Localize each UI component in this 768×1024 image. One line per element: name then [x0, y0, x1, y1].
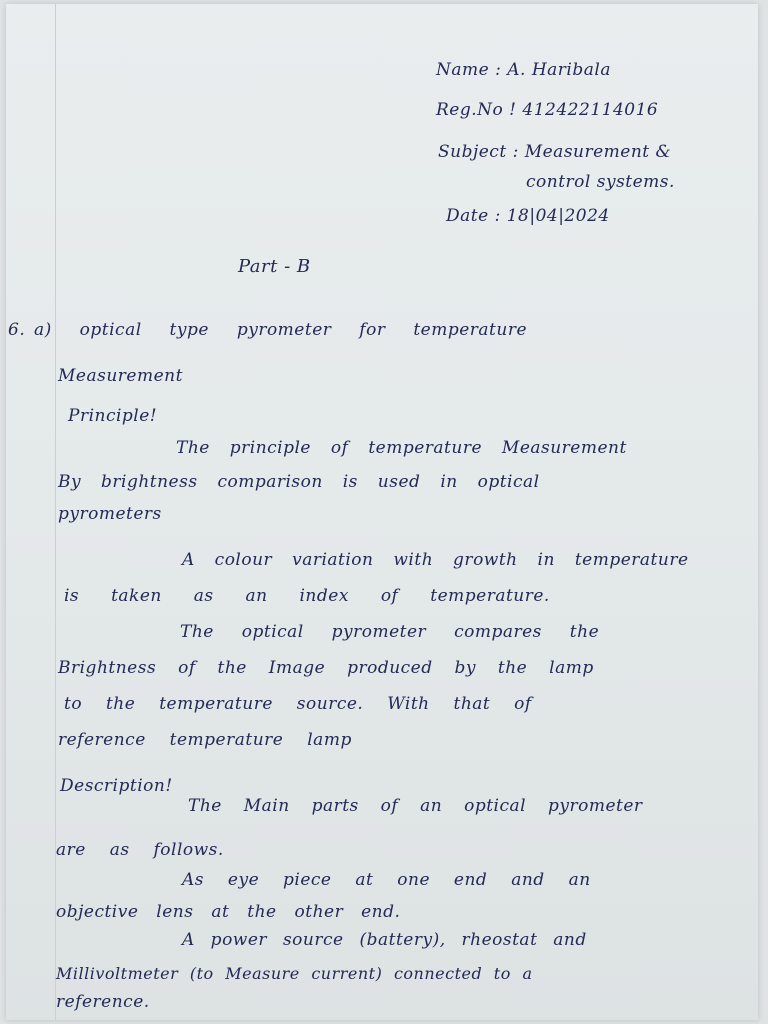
- principle-line: pyrometers: [58, 504, 162, 524]
- date-line: Date : 18|04|2024: [446, 206, 610, 226]
- reg-label: Reg.No: [436, 100, 504, 120]
- principle-line: Brightness of the Image produced by the lamp: [58, 658, 594, 678]
- description-line: objective lens at the other end.: [56, 902, 401, 922]
- reg-line: Reg.No ! 412422114016: [436, 100, 659, 120]
- subject-value-1: Measurement &: [524, 142, 672, 162]
- principle-line: The optical pyrometer compares the: [180, 622, 600, 642]
- description-line: As eye piece at one end and an: [182, 870, 591, 890]
- subject-line: Subject : Measurement &: [438, 142, 672, 162]
- name-label: Name: [436, 60, 490, 80]
- date-label: Date: [446, 206, 489, 226]
- principle-line: The principle of temperature Measurement: [176, 438, 627, 458]
- date-value: 18|04|2024: [506, 206, 610, 226]
- description-heading: Description!: [60, 776, 173, 796]
- principle-line: By brightness comparison is used in optical: [58, 472, 540, 492]
- principle-line: to the temperature source. With that of: [64, 694, 532, 714]
- part-title: Part - B: [238, 256, 311, 277]
- principle-heading: Principle!: [68, 406, 158, 426]
- principle-line: is taken as an index of temperature.: [64, 586, 550, 606]
- question-line-2: Measurement: [58, 366, 183, 386]
- question-number: 6.: [8, 320, 26, 340]
- description-line: Millivoltmeter (to Measure current) connected to a: [56, 964, 533, 983]
- description-line: The Main parts of an optical pyrometer: [188, 796, 643, 816]
- name-line: Name : A. Haribala: [436, 60, 611, 80]
- principle-line: reference temperature lamp: [58, 730, 352, 750]
- description-line: A power source (battery), rheostat and: [182, 930, 587, 950]
- principle-line: A colour variation with growth in temperature: [182, 550, 689, 570]
- description-line: are as follows.: [56, 840, 224, 860]
- description-line: reference.: [56, 992, 150, 1012]
- notebook-page: [6, 4, 758, 1020]
- reg-value: 412422114016: [522, 100, 659, 120]
- subject-label: Subject: [438, 142, 507, 162]
- subject-value-2: control systems.: [526, 172, 675, 192]
- margin-line: [55, 4, 56, 1020]
- question-line-1: a) optical type pyrometer for temperature: [34, 320, 528, 340]
- name-value: A. Haribala: [507, 60, 611, 80]
